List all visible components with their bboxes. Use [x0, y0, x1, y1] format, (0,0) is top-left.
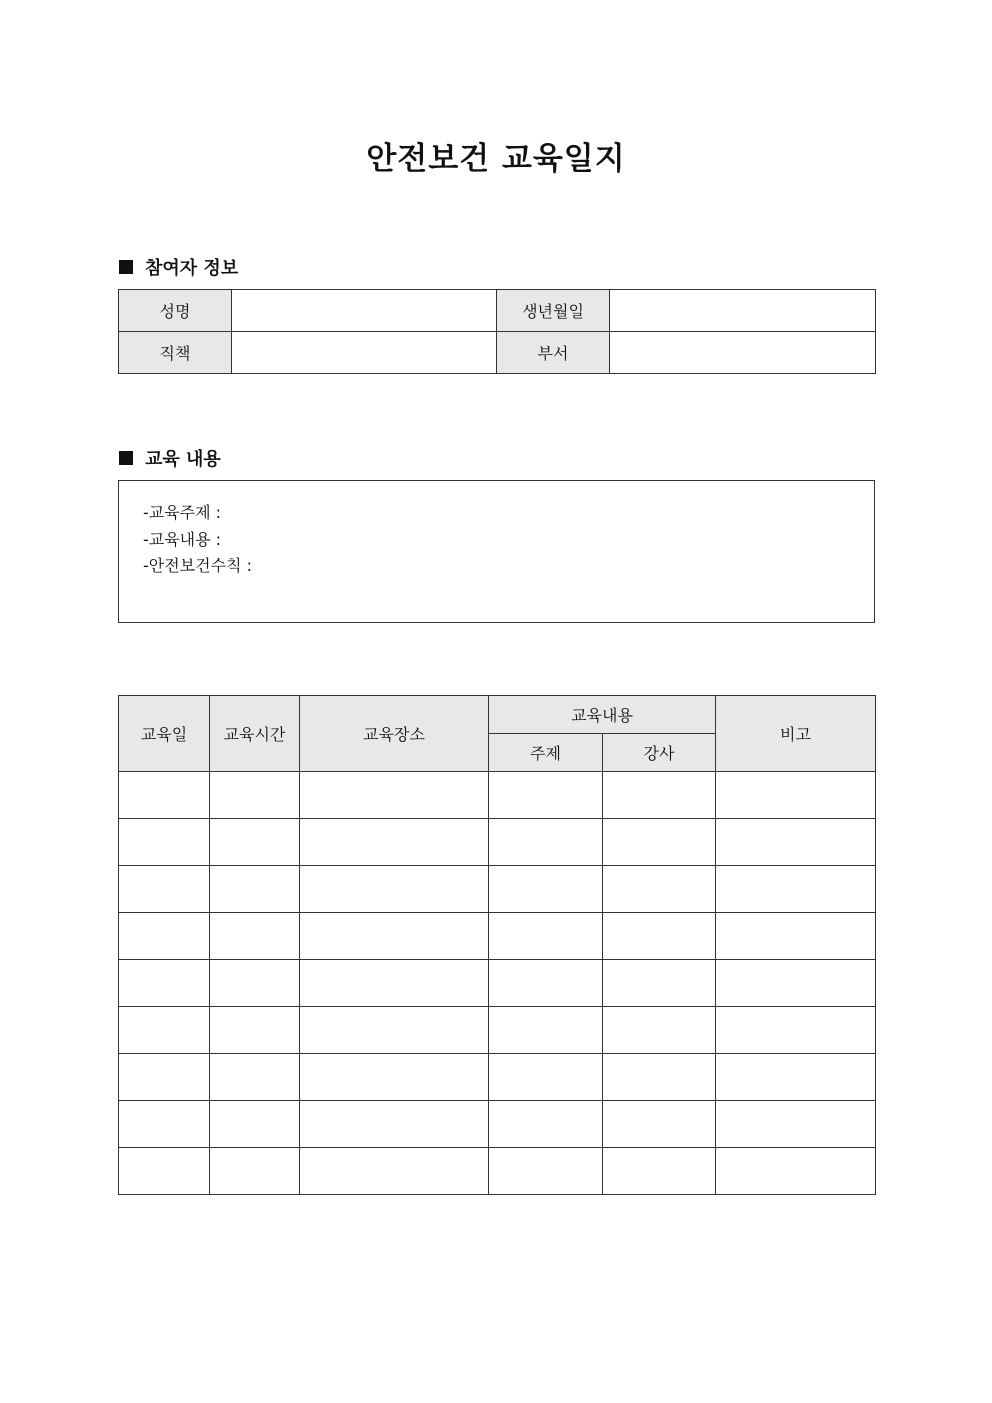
- topic-cell[interactable]: [489, 1054, 603, 1101]
- time-cell[interactable]: [210, 866, 300, 913]
- date-cell[interactable]: [119, 1054, 210, 1101]
- instructor-cell[interactable]: [603, 1101, 716, 1148]
- place-cell[interactable]: [300, 819, 489, 866]
- remarks-cell[interactable]: [716, 1101, 876, 1148]
- education-content-box[interactable]: [118, 480, 875, 623]
- position-field[interactable]: [232, 332, 497, 374]
- remarks-cell[interactable]: [716, 960, 876, 1007]
- remarks-header: 비고: [716, 696, 876, 772]
- birthdate-label: 생년월일: [497, 290, 610, 332]
- date-cell[interactable]: [119, 819, 210, 866]
- content-line: -교육내용 :: [143, 529, 222, 549]
- instructor-cell[interactable]: [603, 1007, 716, 1054]
- info-row-1: [119, 290, 876, 332]
- instructor-header: 강사: [603, 734, 716, 772]
- topic-cell[interactable]: [489, 772, 603, 819]
- name-field[interactable]: [232, 290, 497, 332]
- instructor-cell[interactable]: [603, 1054, 716, 1101]
- date-cell[interactable]: [119, 1148, 210, 1195]
- place-cell[interactable]: [300, 1007, 489, 1054]
- table-row: [119, 913, 876, 960]
- department-label: 부서: [497, 332, 610, 374]
- participant-section-heading: [119, 254, 238, 280]
- date-cell[interactable]: [119, 1101, 210, 1148]
- date-cell[interactable]: [119, 772, 210, 819]
- instructor-cell[interactable]: [603, 960, 716, 1007]
- remarks-cell[interactable]: [716, 913, 876, 960]
- topic-cell[interactable]: [489, 819, 603, 866]
- date-cell[interactable]: [119, 960, 210, 1007]
- place-cell[interactable]: [300, 1101, 489, 1148]
- place-cell[interactable]: [300, 772, 489, 819]
- date-cell[interactable]: [119, 866, 210, 913]
- content-section-heading: [119, 445, 221, 471]
- instructor-cell[interactable]: [603, 866, 716, 913]
- table-row: [119, 1148, 876, 1195]
- participant-section-label: 참여자 정보: [145, 258, 239, 279]
- black-square-icon: [119, 451, 133, 465]
- remarks-cell[interactable]: [716, 819, 876, 866]
- participant-info-table: [118, 289, 876, 374]
- time-cell[interactable]: [210, 1054, 300, 1101]
- instructor-cell[interactable]: [603, 1148, 716, 1195]
- content-lines: [143, 500, 252, 580]
- instructor-cell[interactable]: [603, 913, 716, 960]
- table-row: [119, 866, 876, 913]
- date-header: 교육일: [119, 696, 210, 772]
- log-table-body: [119, 772, 876, 1195]
- table-row: [119, 1101, 876, 1148]
- table-row: [119, 1007, 876, 1054]
- date-cell[interactable]: [119, 913, 210, 960]
- place-header: 교육장소: [300, 696, 489, 772]
- remarks-cell[interactable]: [716, 772, 876, 819]
- remarks-cell[interactable]: [716, 1007, 876, 1054]
- page-title: 안전보건 교육일지: [366, 141, 626, 177]
- time-cell[interactable]: [210, 772, 300, 819]
- remarks-cell[interactable]: [716, 1054, 876, 1101]
- topic-header: 주제: [489, 734, 603, 772]
- time-cell[interactable]: [210, 960, 300, 1007]
- place-cell[interactable]: [300, 866, 489, 913]
- time-cell[interactable]: [210, 1007, 300, 1054]
- table-row: [119, 960, 876, 1007]
- instructor-cell[interactable]: [603, 772, 716, 819]
- black-square-icon: [119, 260, 133, 274]
- name-label: 성명: [119, 290, 232, 332]
- date-cell[interactable]: [119, 1007, 210, 1054]
- table-row: [119, 772, 876, 819]
- topic-cell[interactable]: [489, 960, 603, 1007]
- topic-cell[interactable]: [489, 866, 603, 913]
- time-header: 교육시간: [210, 696, 300, 772]
- table-row: [119, 819, 876, 866]
- remarks-cell[interactable]: [716, 866, 876, 913]
- birthdate-field[interactable]: [610, 290, 876, 332]
- topic-cell[interactable]: [489, 1101, 603, 1148]
- place-cell[interactable]: [300, 1054, 489, 1101]
- time-cell[interactable]: [210, 1101, 300, 1148]
- safety-rules-line: -안전보건수칙 :: [143, 556, 252, 575]
- instructor-cell[interactable]: [603, 819, 716, 866]
- table-row: [119, 1054, 876, 1101]
- topic-cell[interactable]: [489, 1007, 603, 1054]
- department-field[interactable]: [610, 332, 876, 374]
- time-cell[interactable]: [210, 819, 300, 866]
- topic-line: -교육주제 :: [143, 503, 222, 522]
- education-log-table: [118, 695, 876, 1195]
- topic-cell[interactable]: [489, 913, 603, 960]
- position-label: 직책: [119, 332, 232, 374]
- place-cell[interactable]: [300, 1148, 489, 1195]
- remarks-cell[interactable]: [716, 1148, 876, 1195]
- place-cell[interactable]: [300, 960, 489, 1007]
- info-row-2: [119, 332, 876, 374]
- content-header: 교육내용: [489, 696, 716, 734]
- content-section-label: 교육 내용: [145, 449, 221, 470]
- time-cell[interactable]: [210, 1148, 300, 1195]
- topic-cell[interactable]: [489, 1148, 603, 1195]
- place-cell[interactable]: [300, 913, 489, 960]
- time-cell[interactable]: [210, 913, 300, 960]
